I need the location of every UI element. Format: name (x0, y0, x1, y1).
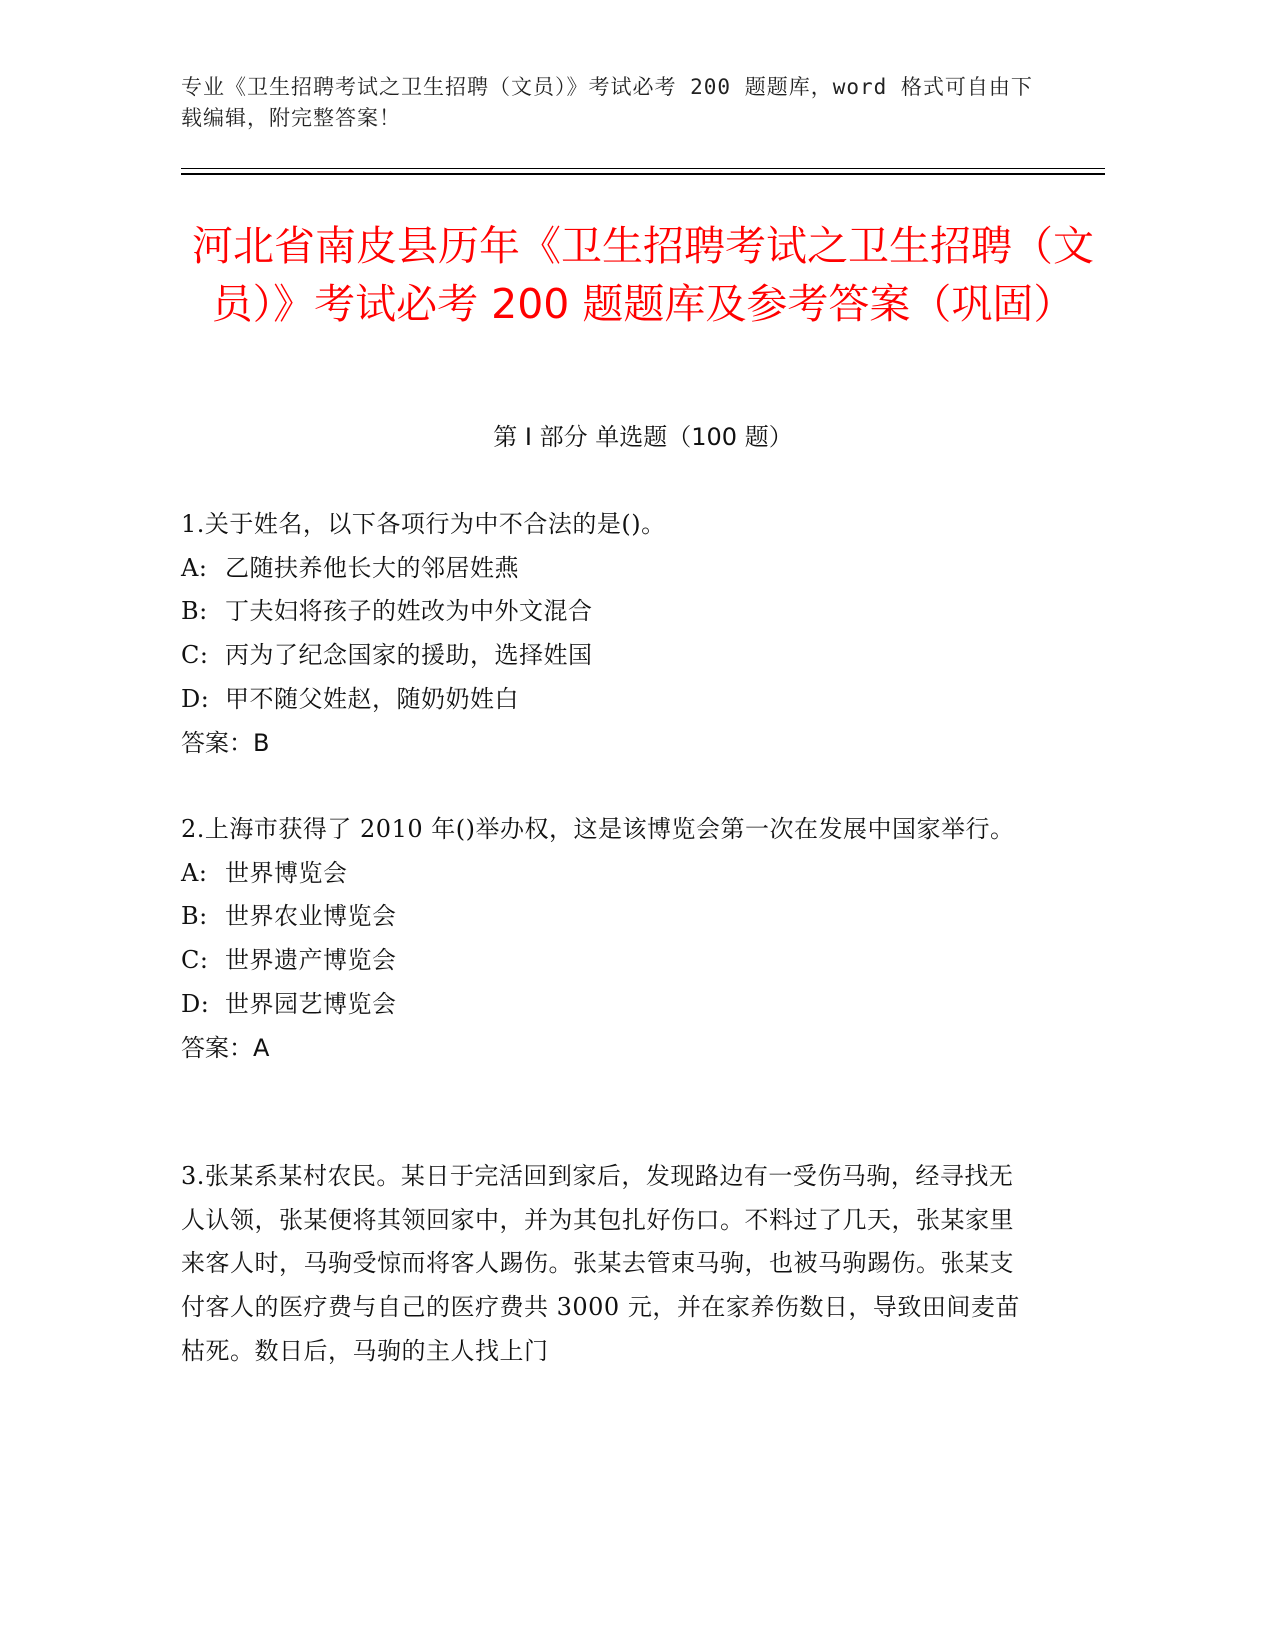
option-text: 世界遗产博览会 (225, 946, 397, 975)
option-text: 丙为了纪念国家的援助，选择姓国 (225, 641, 593, 670)
option-text: 乙随扶养他长大的邻居姓燕 (225, 553, 519, 582)
option-label: D: (181, 989, 210, 1018)
option-text: 世界农业博览会 (225, 902, 397, 931)
option-label: A: (181, 553, 208, 582)
option-text: 世界园艺博览会 (225, 989, 397, 1018)
question-text: 3.张某系某村农民。某日于完活回到家后，发现路边有一受伤马驹，经寻找无人认领，张某便将其领回家中，并为其包扎好伤口。不料过了几天，张某家里来客人时，马驹受惊而将客人踢伤。张某去管束马驹，也被马驹踢伤。张某支付客人的医疗费与自己的医疗费共 3000 元，并在家养伤数日，导致田间麦苗枯死。数日后，马驹的主人找上门 (181, 1162, 1020, 1365)
option-text: 甲不随父姓赵，随奶奶姓白 (225, 684, 519, 713)
question-option-d (181, 678, 1031, 722)
section-heading: 第 I 部分 单选题（100 题） (493, 423, 793, 451)
option-text: 丁夫妇将孩子的姓改为中外文混合 (225, 597, 593, 626)
question-option-b (181, 590, 1031, 634)
question-1 (181, 503, 1031, 765)
question-answer: 答案：A (181, 1033, 270, 1062)
option-label: B: (181, 597, 208, 626)
question-option-c (181, 939, 1031, 983)
question-option-d (181, 983, 1031, 1027)
option-label: D: (181, 684, 210, 713)
question-2 (181, 808, 1031, 1070)
header-note: 专业《卫生招聘考试之卫生招聘（文员）》考试必考 200 题题库，word 格式可自由下载编辑，附完整答案！ (181, 75, 1033, 130)
question-text: 1.关于姓名，以下各项行为中不合法的是()。 (181, 510, 666, 538)
header-divider-thin (181, 168, 1105, 169)
question-option-a (181, 852, 1031, 896)
option-text: 世界博览会 (225, 858, 348, 887)
option-label: C: (181, 946, 209, 975)
question-option-c (181, 634, 1031, 678)
question-answer: 答案：B (181, 728, 270, 757)
header-divider-thick (181, 173, 1105, 175)
document-title: 河北省南皮县历年《卫生招聘考试之卫生招聘（文员）》考试必考 200 题题库及参考答案（巩固） (192, 222, 1094, 328)
option-label: C: (181, 641, 209, 670)
option-label: A: (181, 858, 208, 887)
question-3 (181, 1155, 1031, 1374)
option-label: B: (181, 902, 208, 931)
question-option-a (181, 547, 1031, 591)
question-option-b (181, 895, 1031, 939)
question-text: 2.上海市获得了 2010 年()举办权，这是该博览会第一次在发展中国家举行。 (181, 815, 1015, 843)
